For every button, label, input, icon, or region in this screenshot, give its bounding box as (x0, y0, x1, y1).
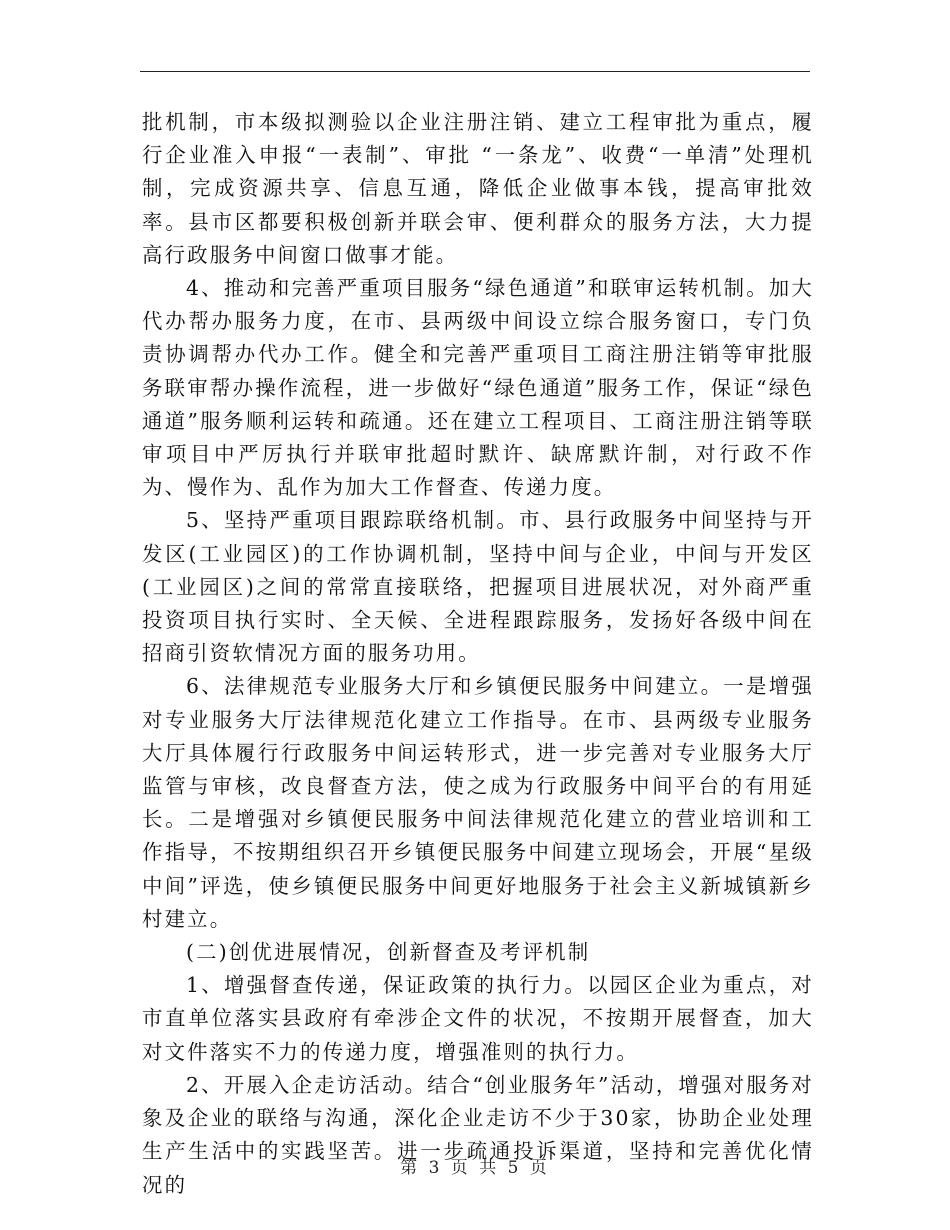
paragraph-item-5: 5、坚持严重项目跟踪联络机制。市、县行政服务中间坚持与开发区(工业园区)的工作协调机制，坚持中间与企业，中间与开发区(工业园区)之间的常常直接联络，把握项目进展状况，对外商严重投资项目执行实时、全天候、全进程跟踪服务，发扬好各级中间在招商引资软情况方面的服务功用。 (142, 508, 814, 666)
paragraph-item-6: 6、法律规范专业服务大厅和乡镇便民服务中间建立。一是增强对专业服务大厅法律规范化建立工作指导。在市、县两级专业服务大厅具体履行行政服务中间运转形式，进一步完善对专业服务大厅监管与审核，改良督查方法，使之成为行政服务中间平台的有用延长。二是增强对乡镇便民服务中间法律规范化建立的营业培训和工作指导，不按期组织召开乡镇便民服务中间建立现场会，开展“星级中间”评选，使乡镇便民服务中间更好地服务于社会主义新城镇新乡村建立。 (142, 674, 814, 931)
paragraph-item-4: 4、推动和完善严重项目服务“绿色通道”和联审运转机制。加大代办帮办服务力度，在市、县两级中间设立综合服务窗口，专门负责协调帮办代办工作。健全和完善严重项目工商注册注销等审批服务联审帮办操作流程，进一步做好“绿色通道”服务工作，保证“绿色通道”服务顺利运转和疏通。还在建立工程项目、工商注册注销等联审项目中严厉执行并联审批超时默许、缺席默许制，对行政不作为、慢作为、乱作为加大工作督查、传递力度。 (142, 276, 814, 500)
paragraph-sub-1: 1、增强督查传递，保证政策的执行力。以园区企业为重点，对市直单位落实县政府有牵涉企文件的状况，不按期开展督查，加大对文件落实不力的传递力度，增强准则的执行力。 (142, 973, 814, 1064)
paragraph-sub-2: 2、开展入企走访活动。结合“创业服务年”活动，增强对服务对象及企业的联络与沟通，深化企业走访不少于30家，协助企业处理生产生活中的实践坚苦。进一步疏通投诉渠道，坚持和完善优化情况的 (142, 1072, 814, 1197)
paragraph-continuation: 批机制，市本级拟测验以企业注册注销、建立工程审批为重点，履行企业准入申报“一表制”、审批 “一条龙”、收费“一单清”处理机制，完成资源共享、信息互通，降低企业做事本钱，提高审批效率。县市区都要积极创新并联会审、便利群众的服务方法，大力提高行政服务中间窗口做事才能。 (142, 110, 814, 267)
section-heading-2: (二)创优进展情况，创新督查及考评机制 (186, 940, 591, 965)
document-body (142, 106, 814, 1202)
page-number-footer: 第 3 页 共 5 页 (400, 1158, 550, 1178)
header-rule (140, 71, 810, 72)
